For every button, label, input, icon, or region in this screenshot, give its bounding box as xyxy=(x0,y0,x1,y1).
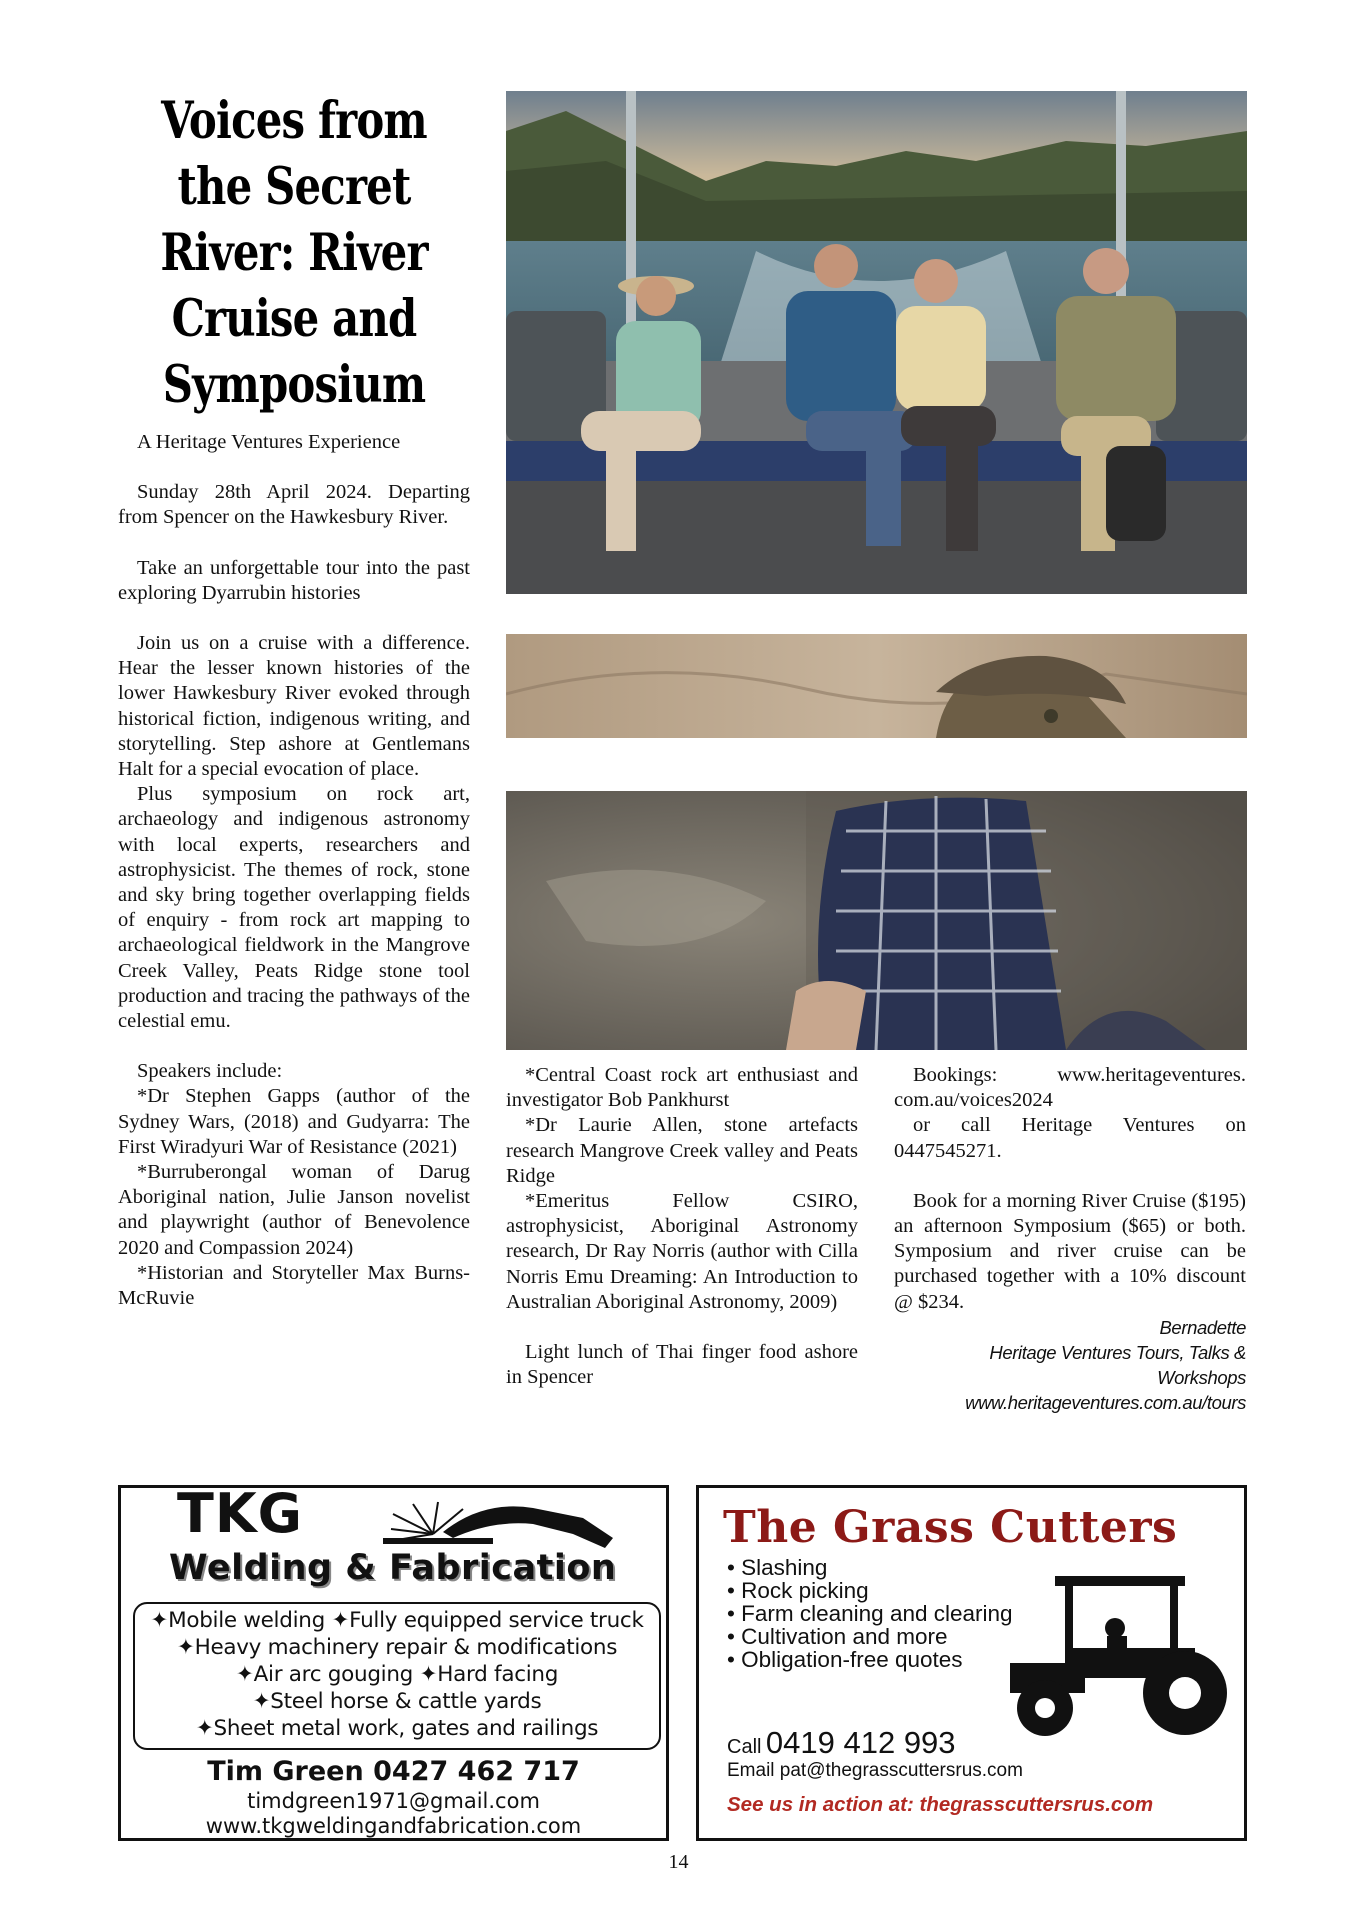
tkg-website: www.tkgweldingandfabrication.com xyxy=(205,1814,582,1838)
column-middle xyxy=(506,1063,858,1390)
tkg-service: ✦Heavy machinery repair & modifications xyxy=(176,1635,618,1660)
call-text: or call Heritage Ventures on 0447545271. xyxy=(894,1114,1246,1162)
speaker-item: *Dr Stephen Gapps (author of the Sydney Wars, (2018) and Gudyarra: The First Wiradyuri War of Resistance (2021) xyxy=(118,1085,470,1158)
grass-email: Email pat@thegrasscuttersrus.com xyxy=(727,1760,1023,1781)
title-line: Cruise and xyxy=(171,289,417,349)
signature-url: www.heritageventures.com.au/tours xyxy=(965,1391,1246,1413)
cruise-image xyxy=(506,91,1247,594)
photo-rock-hat xyxy=(506,634,1247,738)
column-right xyxy=(894,1063,1246,1415)
signature-org: Heritage Ventures Tours, Talks & xyxy=(989,1341,1246,1363)
speaker-item: *Emeritus Fellow CSIRO, astrophysicist, Aboriginal Astronomy research, Dr Ray Norris (author with Cilla Norris Emu Dreaming: An Introduction to Australian Aboriginal Astronomy, 2009) xyxy=(506,1190,858,1313)
photo-rock-art xyxy=(506,791,1247,1050)
speakers-heading: Speakers include: xyxy=(137,1060,283,1083)
title-line: Symposium xyxy=(162,355,426,415)
rock-hat-image xyxy=(506,634,1247,738)
title-line: Voices from xyxy=(161,91,427,151)
article-subtitle: A Heritage Ventures Experience xyxy=(137,431,401,453)
tkg-service: ✦Mobile welding ✦Fully equipped service truck xyxy=(150,1608,644,1633)
intro-text: Take an unforgettable tour into the past exploring Dyarrubin histories xyxy=(118,556,470,604)
grass-service: • Farm cleaning and clearing xyxy=(727,1602,1013,1625)
page-number: 14 xyxy=(668,1851,689,1873)
tkg-tagline: Welding & Fabrication xyxy=(169,1548,617,1588)
tkg-service: ✦Steel horse & cattle yards xyxy=(252,1689,542,1714)
lunch-text: Light lunch of Thai finger food ashore in Spencer xyxy=(506,1341,858,1389)
tkg-logo: TKG xyxy=(177,1482,304,1545)
photo-river-cruise xyxy=(506,91,1247,594)
title-line: the Secret xyxy=(177,157,411,217)
tkg-contact-name: Tim Green 0427 462 717 xyxy=(207,1756,580,1787)
grass-service: • Cultivation and more xyxy=(727,1625,1013,1648)
speaker-item: *Burruberongal woman of Darug Aboriginal nation, Julie Janson novelist and playwright (author of Benevolence 2020 and Compassion 2024) xyxy=(118,1161,470,1259)
pricing-text: Book for a morning River Cruise ($195) an afternoon Symposium ($65) or both. Symposium and river cruise can be purchased together with a 10% discount @ $234. xyxy=(894,1189,1246,1313)
tkg-service: ✦Sheet metal work, gates and railings xyxy=(195,1716,599,1741)
tkg-email: timdgreen1971@gmail.com xyxy=(247,1789,540,1813)
grass-service: • Rock picking xyxy=(727,1579,1013,1602)
grass-title: The Grass Cutters xyxy=(723,1502,1178,1553)
speaker-item: *Historian and Storyteller Max Burns-McRuvie xyxy=(118,1261,470,1310)
tractor-icon xyxy=(995,1568,1235,1738)
ad-grass-cutters xyxy=(696,1485,1247,1841)
ad-tkg-welding xyxy=(118,1482,669,1841)
grass-call xyxy=(727,1725,956,1761)
description-para: Join us on a cruise with a difference. Hear the lesser known histories of the lower Hawkesbury River evoked through historical fiction, indigenous writing, and storytelling. Step ashore at Gentlemans Halt for a special evocation of place. xyxy=(118,632,470,781)
signature-name: Bernadette xyxy=(1159,1316,1246,1338)
grass-service: • Obligation-free quotes xyxy=(727,1648,1013,1671)
column-left xyxy=(118,430,470,1311)
bookings-text: Bookings: www.heritageventures. com.au/voices2024 xyxy=(894,1064,1246,1112)
grass-phone: 0419 412 993 xyxy=(765,1725,956,1760)
speaker-item: *Central Coast rock art enthusiast and investigator Bob Pankhurst xyxy=(506,1064,858,1112)
grass-services xyxy=(727,1556,1013,1671)
grass-service: • Slashing xyxy=(727,1556,1013,1579)
signature-org: Workshops xyxy=(1157,1366,1246,1388)
tkg-services-box xyxy=(133,1602,661,1750)
article-title xyxy=(150,88,439,418)
grass-call-label: Call xyxy=(727,1736,762,1758)
event-date: Sunday 28th April 2024. Departing from Spencer on the Hawkesbury River. xyxy=(118,481,470,529)
title-line: River: River xyxy=(160,223,428,283)
grass-website: See us in action at: thegrasscuttersrus.com xyxy=(727,1793,1154,1816)
description-para: Plus symposium on rock art, archaeology and indigenous astronomy with local experts, researchers and astrophysicist. The themes of rock, stone and sky bring together overlapping fields of enquiry - from rock art mapping to archaeological fieldwork in the Mangrove Creek Valley, Peats Ridge stone tool production and tracing the pathways of the celestial emu. xyxy=(118,783,470,1033)
tkg-service: ✦Air arc gouging ✦Hard facing xyxy=(235,1662,559,1687)
welding-torch-icon xyxy=(383,1494,623,1554)
speaker-item: *Dr Laurie Allen, stone artefacts research Mangrove Creek valley and Peats Ridge xyxy=(506,1114,858,1187)
rock-art-image xyxy=(506,791,1247,1050)
